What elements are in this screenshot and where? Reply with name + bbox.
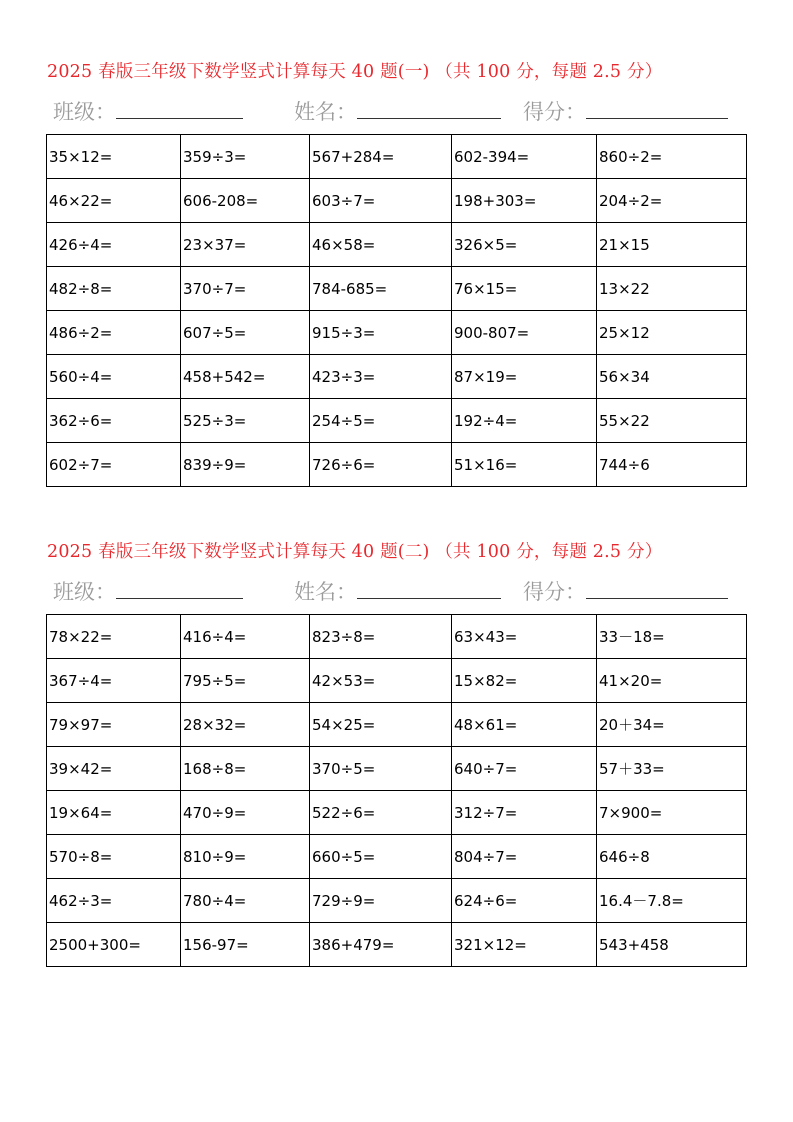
problem-cell[interactable]: 168÷8= [181, 747, 310, 791]
problem-cell[interactable]: 46×22= [47, 179, 181, 223]
worksheet-title: 2025 春版三年级下数学竖式计算每天 40 题(二) （共 100 分，每题 2.5 分） [47, 542, 663, 562]
name-blank[interactable] [357, 98, 501, 119]
problem-cell[interactable]: 482÷8= [47, 267, 181, 311]
problem-cell[interactable]: 602-394= [452, 135, 597, 179]
problem-cell[interactable]: 810÷9= [181, 835, 310, 879]
problem-cell[interactable]: 79×97= [47, 703, 181, 747]
problem-cell[interactable]: 7×900= [597, 791, 747, 835]
problem-cell[interactable]: 470÷9= [181, 791, 310, 835]
problem-cell[interactable]: 543+458 [597, 923, 747, 967]
table-row [47, 747, 747, 791]
problem-cell[interactable]: 54×25= [310, 703, 452, 747]
student-info-row [53, 98, 753, 126]
problem-cell[interactable]: 55×22 [597, 399, 747, 443]
problem-cell[interactable]: 839÷9= [181, 443, 310, 487]
problem-cell[interactable]: 78×22= [47, 615, 181, 659]
problem-cell[interactable]: 640÷7= [452, 747, 597, 791]
name-blank[interactable] [357, 578, 501, 599]
problem-cell[interactable]: 607÷5= [181, 311, 310, 355]
problem-cell[interactable]: 20＋34= [597, 703, 747, 747]
problem-cell[interactable]: 35×12= [47, 135, 181, 179]
problem-cell[interactable]: 15×82= [452, 659, 597, 703]
problem-cell[interactable]: 48×61= [452, 703, 597, 747]
problem-cell[interactable]: 602÷7= [47, 443, 181, 487]
problem-cell[interactable]: 370÷7= [181, 267, 310, 311]
problem-table [46, 134, 747, 487]
table-row [47, 835, 747, 879]
problem-cell[interactable]: 606-208= [181, 179, 310, 223]
problem-cell[interactable]: 39×42= [47, 747, 181, 791]
problem-cell[interactable]: 560÷4= [47, 355, 181, 399]
problem-cell[interactable]: 46×58= [310, 223, 452, 267]
problem-cell[interactable]: 522÷6= [310, 791, 452, 835]
problem-cell[interactable]: 915÷3= [310, 311, 452, 355]
problem-cell[interactable]: 386+479= [310, 923, 452, 967]
problem-cell[interactable]: 25×12 [597, 311, 747, 355]
table-row [47, 923, 747, 967]
class-blank[interactable] [116, 98, 243, 119]
problem-cell[interactable]: 795÷5= [181, 659, 310, 703]
score-blank[interactable] [586, 578, 728, 599]
problem-cell[interactable]: 41×20= [597, 659, 747, 703]
problem-cell[interactable]: 23×37= [181, 223, 310, 267]
problem-cell[interactable]: 321×12= [452, 923, 597, 967]
table-row [47, 223, 747, 267]
problem-cell[interactable]: 744÷6 [597, 443, 747, 487]
problem-cell[interactable]: 156-97= [181, 923, 310, 967]
problem-cell[interactable]: 204÷2= [597, 179, 747, 223]
student-info-row [53, 578, 753, 606]
table-row [47, 879, 747, 923]
problem-cell[interactable]: 2500+300= [47, 923, 181, 967]
problem-cell[interactable]: 28×32= [181, 703, 310, 747]
table-row [47, 267, 747, 311]
problem-cell[interactable]: 646÷8 [597, 835, 747, 879]
problem-cell[interactable]: 367÷4= [47, 659, 181, 703]
problem-cell[interactable]: 570÷8= [47, 835, 181, 879]
problem-cell[interactable]: 57＋33= [597, 747, 747, 791]
problem-cell[interactable]: 21×15 [597, 223, 747, 267]
score-blank[interactable] [586, 98, 728, 119]
problem-cell[interactable]: 900-807= [452, 311, 597, 355]
name-field[interactable] [294, 578, 501, 606]
problem-cell[interactable]: 51×16= [452, 443, 597, 487]
class-label: 班级： [53, 580, 116, 604]
score-label: 得分： [523, 580, 586, 604]
problem-cell[interactable]: 87×19= [452, 355, 597, 399]
score-field[interactable] [523, 98, 728, 126]
problem-cell[interactable]: 16.4－7.8= [597, 879, 747, 923]
problem-cell[interactable]: 426÷4= [47, 223, 181, 267]
problem-cell[interactable]: 603÷7= [310, 179, 452, 223]
problem-cell[interactable]: 624÷6= [452, 879, 597, 923]
problem-cell[interactable]: 823÷8= [310, 615, 452, 659]
table-row [47, 659, 747, 703]
class-field[interactable] [53, 578, 243, 606]
table-row [47, 703, 747, 747]
class-label: 班级： [53, 100, 116, 124]
name-field[interactable] [294, 98, 501, 126]
problem-cell[interactable]: 192÷4= [452, 399, 597, 443]
problem-cell[interactable]: 312÷7= [452, 791, 597, 835]
problem-cell[interactable]: 416÷4= [181, 615, 310, 659]
name-label: 姓名： [294, 100, 357, 124]
worksheet-title: 2025 春版三年级下数学竖式计算每天 40 题(一) （共 100 分，每题 2.5 分） [47, 62, 663, 82]
problem-cell[interactable]: 76×15= [452, 267, 597, 311]
problem-cell[interactable]: 359÷3= [181, 135, 310, 179]
problem-cell[interactable]: 198+303= [452, 179, 597, 223]
table-row [47, 179, 747, 223]
problem-cell[interactable]: 13×22 [597, 267, 747, 311]
problem-cell[interactable]: 804÷7= [452, 835, 597, 879]
class-blank[interactable] [116, 578, 243, 599]
table-row [47, 311, 747, 355]
name-label: 姓名： [294, 580, 357, 604]
table-row [47, 135, 747, 179]
problem-cell[interactable]: 486÷2= [47, 311, 181, 355]
problem-cell[interactable]: 56×34 [597, 355, 747, 399]
problem-cell[interactable]: 567+284= [310, 135, 452, 179]
problem-cell[interactable]: 784-685= [310, 267, 452, 311]
problem-cell[interactable]: 729÷9= [310, 879, 452, 923]
class-field[interactable] [53, 98, 243, 126]
table-row [47, 443, 747, 487]
problem-cell[interactable]: 42×53= [310, 659, 452, 703]
problem-cell[interactable]: 423÷3= [310, 355, 452, 399]
problem-cell[interactable]: 362÷6= [47, 399, 181, 443]
problem-cell[interactable]: 525÷3= [181, 399, 310, 443]
table-row [47, 791, 747, 835]
problem-cell[interactable]: 780÷4= [181, 879, 310, 923]
problem-cell[interactable]: 860÷2= [597, 135, 747, 179]
problem-cell[interactable]: 63×43= [452, 615, 597, 659]
problem-cell[interactable]: 254÷5= [310, 399, 452, 443]
problem-cell[interactable]: 33－18= [597, 615, 747, 659]
problem-cell[interactable]: 660÷5= [310, 835, 452, 879]
problem-cell[interactable]: 726÷6= [310, 443, 452, 487]
problem-table [46, 614, 747, 967]
problem-cell[interactable]: 462÷3= [47, 879, 181, 923]
table-row [47, 399, 747, 443]
table-row [47, 355, 747, 399]
score-field[interactable] [523, 578, 728, 606]
problem-cell[interactable]: 458+542= [181, 355, 310, 399]
problem-cell[interactable]: 326×5= [452, 223, 597, 267]
table-row [47, 615, 747, 659]
problem-cell[interactable]: 370÷5= [310, 747, 452, 791]
problem-cell[interactable]: 19×64= [47, 791, 181, 835]
score-label: 得分： [523, 100, 586, 124]
